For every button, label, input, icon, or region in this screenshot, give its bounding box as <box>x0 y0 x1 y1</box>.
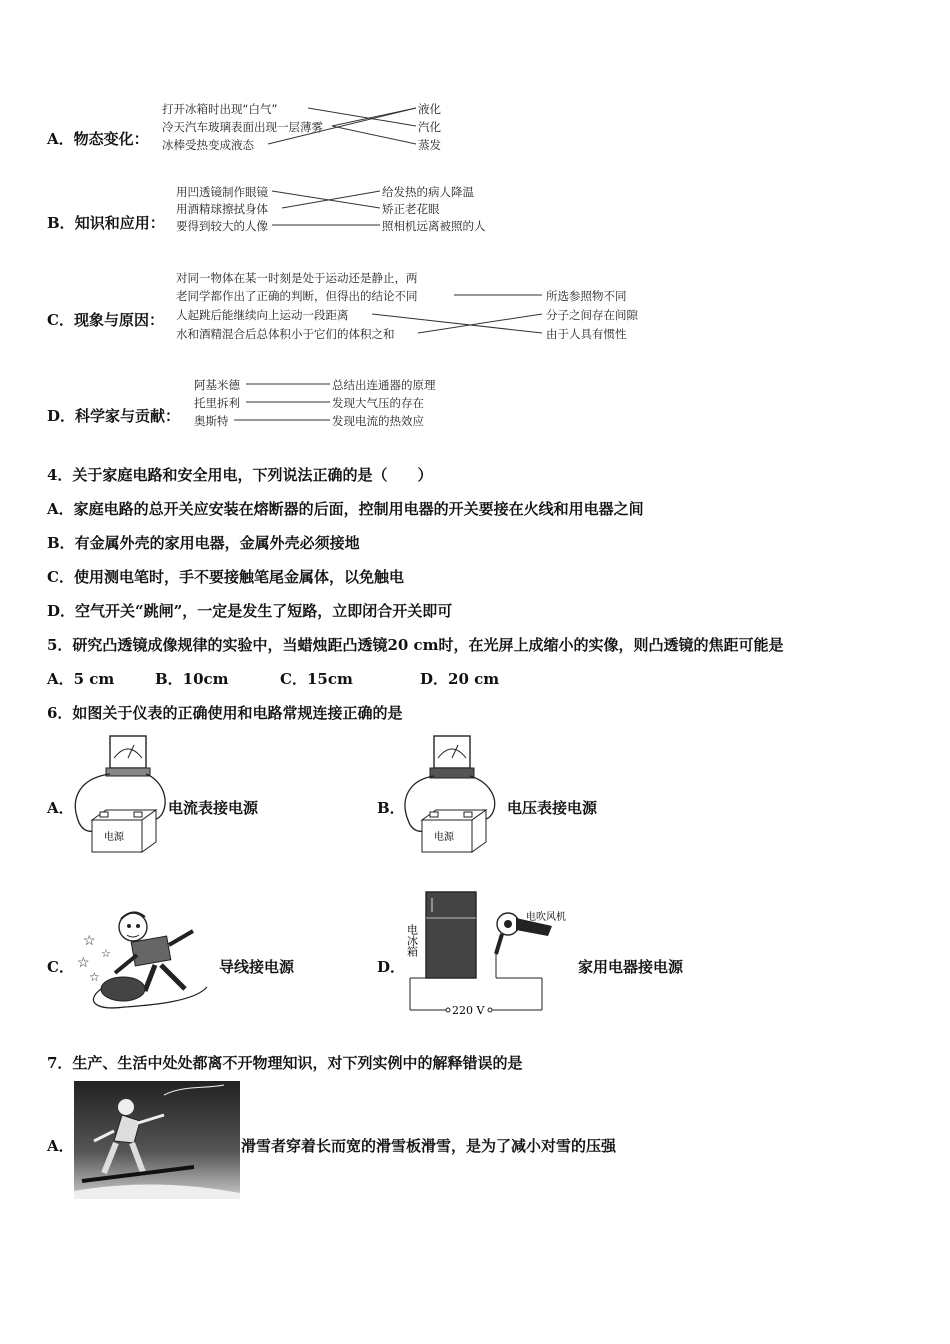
q4-stem: 4．关于家庭电路和安全用电，下列说法正确的是（ ） <box>47 466 433 484</box>
q3-c-letter: C． <box>47 311 74 329</box>
voltmeter-box-label: 电源 <box>434 832 454 843</box>
q3-c-left-3: 人起跳后能继续向上运动一段距离 <box>176 308 349 322</box>
hairdryer-label: 电吹风机 <box>526 912 566 923</box>
q3-a-label: 物态变化： <box>73 130 149 148</box>
svg-text:☆: ☆ <box>83 933 96 949</box>
shock-boy-figure <box>75 905 215 1015</box>
q3-a-right-2: 汽化 <box>418 120 441 134</box>
q3-a-left-1: 打开冰箱时出现“白气” <box>162 102 278 116</box>
q6-b-letter: B． <box>377 799 405 817</box>
q3-d-right-2: 发现大气压的存在 <box>332 396 424 410</box>
q3-b-right-2: 矫正老花眼 <box>382 202 440 216</box>
skier-photo <box>74 1081 240 1199</box>
q6-c-caption: 导线接电源 <box>219 958 295 976</box>
q3-b-label: 知识和应用： <box>74 214 165 232</box>
q3-c-left-4: 水和酒精混合后总体积小于它们的体积之和 <box>176 327 395 341</box>
voltmeter-circuit-figure <box>400 728 500 858</box>
q6-stem: 6．如图关于仪表的正确使用和电路常规连接正确的是 <box>47 704 403 722</box>
q6-a-letter: A． <box>47 799 74 817</box>
q3-d-right-3: 发现电流的热效应 <box>332 414 424 428</box>
q4-option-a: A．家庭电路的总开关应安装在熔断器的后面，控制用电器的开关要接在火线和用电器之间 <box>47 500 644 518</box>
q3-c-left-2: 老同学都作出了正确的判断，但得出的结论不同 <box>176 289 418 303</box>
q5-option-c: C．15cm <box>280 670 353 688</box>
ammeter-box-label: 电源 <box>104 832 124 843</box>
q3-a-left-2: 冷天汽车玻璃表面出现一层薄雾 <box>162 120 323 134</box>
q7-stem: 7．生产、生活中处处都离不开物理知识，对下列实例中的解释错误的是 <box>47 1054 523 1072</box>
q3-b-left-1: 用凹透镜制作眼镜 <box>176 185 268 199</box>
q3-c-left-1: 对同一物体在某一时刻是处于运动还是静止，两 <box>176 271 418 285</box>
svg-text:☆: ☆ <box>101 947 111 960</box>
q3-d-left-1: 阿基米德 <box>194 378 240 392</box>
q3-b-right-1: 给发热的病人降温 <box>382 185 474 199</box>
q3-d-letter: D． <box>47 407 76 425</box>
q3-d-right-1: 总结出连通器的原理 <box>332 378 436 392</box>
q3-c-label: 现象与原因： <box>73 311 164 329</box>
q5-stem: 5．研究凸透镜成像规律的实验中，当蜡烛距凸透镜20 cm时，在光屏上成缩小的实像，则凸透镜的焦距可能是 <box>47 636 784 654</box>
q3-c-right-2: 分子之间存在间隙 <box>546 308 638 322</box>
q3-b-letter: B． <box>47 214 75 232</box>
q7-a-letter: A． <box>47 1137 74 1155</box>
appliance-circuit-figure <box>402 888 582 1018</box>
q3-b-left-3: 要得到较大的人像 <box>176 219 268 233</box>
svg-text:☆: ☆ <box>77 955 90 971</box>
q5-option-b: B．10cm <box>155 670 229 688</box>
voltage-label: 220 V <box>452 1004 485 1017</box>
q5-option-a: A．5 cm <box>47 670 115 688</box>
q6-d-caption: 家用电器接电源 <box>578 958 684 976</box>
q5-option-d: D．20 cm <box>420 670 500 688</box>
q6-c-letter: C． <box>47 958 74 976</box>
q3-b-left-2: 用酒精球擦拭身体 <box>176 202 268 216</box>
q4-option-d: D．空气开关“跳闸”，一定是发生了短路，立即闭合开关即可 <box>47 602 453 620</box>
q7-a-caption: 滑雪者穿着长而宽的滑雪板滑雪，是为了减小对雪的压强 <box>241 1137 617 1155</box>
q3-a-letter: A． <box>47 130 74 148</box>
q4-option-c: C．使用测电笔时，手不要接触笔尾金属体，以免触电 <box>47 568 404 586</box>
q3-a-left-3: 冰棒受热变成液态 <box>162 138 254 152</box>
q3-a-right-3: 蒸发 <box>418 138 441 152</box>
q3-d-label: 科学家与贡献： <box>75 407 181 425</box>
q4-option-b: B．有金属外壳的家用电器，金属外壳必须接地 <box>47 534 360 552</box>
q6-a-caption: 电流表接电源 <box>168 799 259 817</box>
q3-d-left-3: 奥斯特 <box>194 414 229 428</box>
svg-text:☆: ☆ <box>89 970 100 984</box>
q6-b-caption: 电压表接电源 <box>507 799 598 817</box>
q6-d-letter: D． <box>377 958 406 976</box>
q3-b-right-3: 照相机远离被照的人 <box>382 219 486 233</box>
q3-c-right-3: 由于人具有惯性 <box>546 327 627 341</box>
ammeter-circuit-figure <box>70 728 170 858</box>
q3-d-left-2: 托里拆利 <box>194 396 240 410</box>
q3-a-right-1: 液化 <box>418 102 441 116</box>
q3-c-right-1: 所选参照物不同 <box>546 289 627 303</box>
fridge-label: 电冰箱 <box>405 924 419 957</box>
